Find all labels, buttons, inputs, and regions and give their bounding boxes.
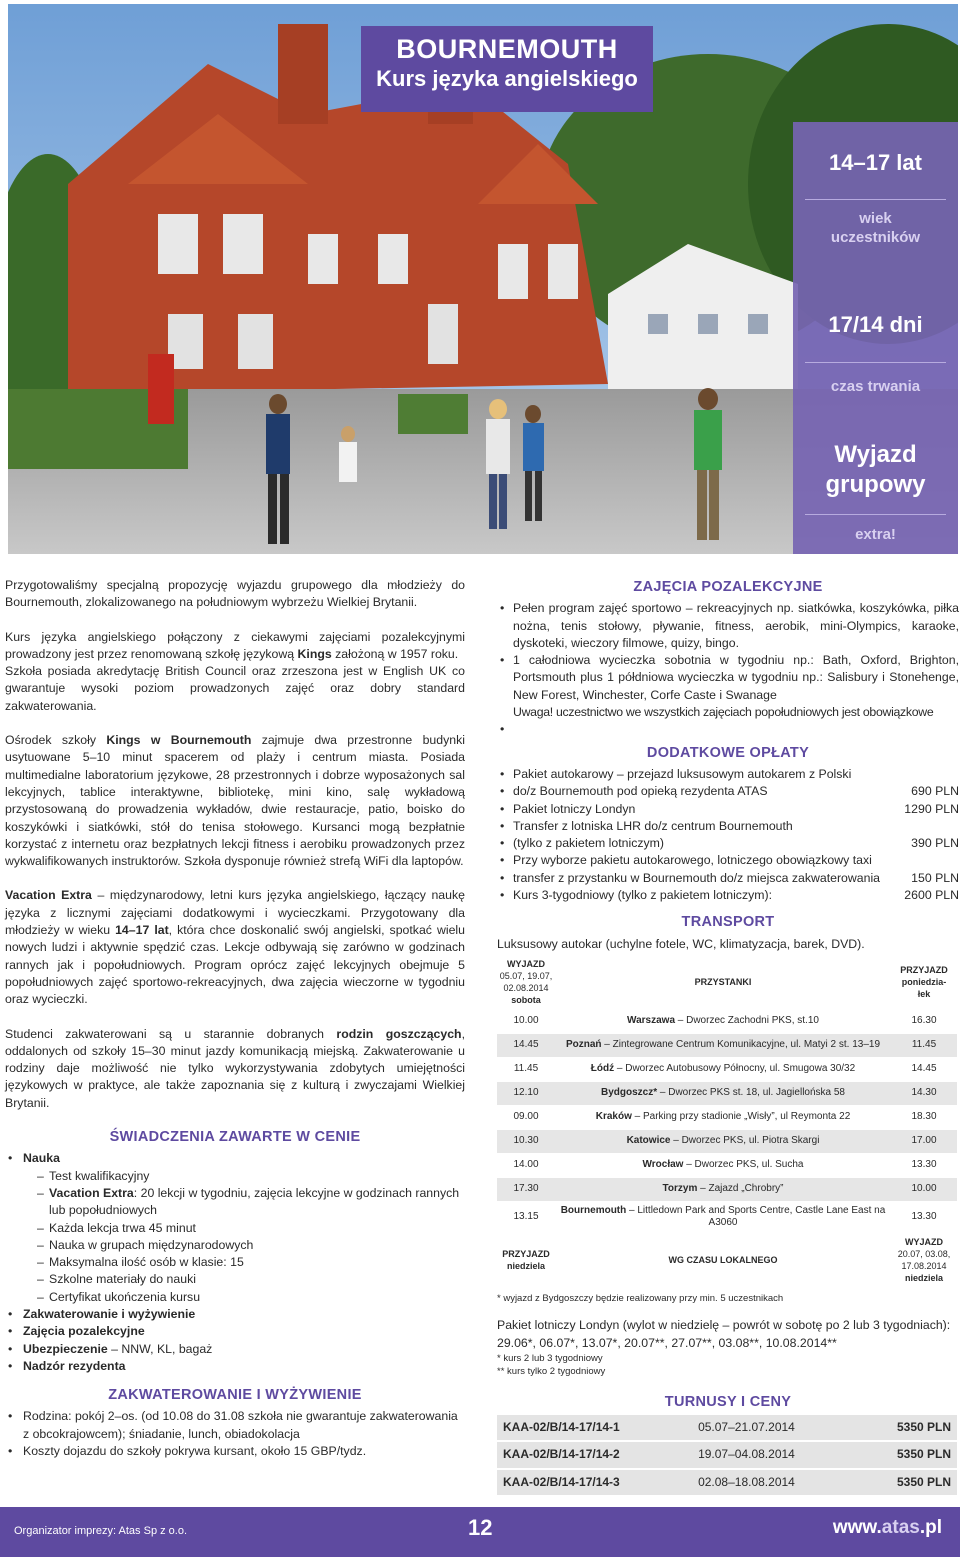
turn-code: KAA-02/B/14-17/14-1	[497, 1415, 692, 1441]
transport-intro: Luksusowy autokar (uchylne fotele, WC, klimatyzacja, barek, DVD).	[497, 936, 865, 951]
departure-time: 11.45	[497, 1057, 555, 1081]
fees-heading: DODATKOWE OPŁATY	[646, 744, 810, 761]
activities-heading: ZAJĘCIA POZALEKCYJNE	[633, 579, 823, 595]
list-item: • Rodzina: pokój 2–os. (od 10.08 do 31.08 szkoła nie gwarantuje zakwaterowania z obcokrajowcem); śniadanie, lunch, obiadokolacja	[5, 1408, 465, 1443]
departure-time: 13.15	[497, 1201, 555, 1232]
turns-heading: TURNUSY I CENY	[664, 1393, 792, 1410]
accommodation-list	[5, 1408, 465, 1460]
table-row	[497, 1105, 957, 1129]
activities-list	[497, 600, 959, 704]
group-trip-line-2: grupowy	[825, 471, 926, 498]
col-arrival: PRZYJAZD poniedzia- łek	[891, 955, 957, 1010]
air-package-dates: 29.06*, 06.07*, 13.07*, 20.07**, 27.07**, 03.08**, 10.08.2014**	[497, 1335, 837, 1350]
arrival-time: 18.30	[891, 1105, 957, 1129]
list-item: – Vacation Extra: 20 lekcji w tygodniu, zajęcia lekcyjne w godzinach rannych lub popołudniowych	[37, 1185, 465, 1220]
stop-location: Poznań – Zintegrowane Centrum Komunikacyjne, ul. Matyi 2 st. 13–19	[555, 1033, 891, 1057]
table-row	[497, 1469, 957, 1496]
transport-heading: TRANSPORT	[681, 914, 775, 931]
page-number: 12	[468, 1515, 493, 1540]
turn-dates: 19.07–04.08.2014	[692, 1441, 857, 1468]
page-subtitle: Kurs języka angielskiego	[376, 66, 638, 91]
turn-dates: 02.08–18.08.2014	[692, 1469, 857, 1496]
list-item: – Certyfikat ukończenia kursu	[37, 1289, 465, 1306]
list-item: – Każda lekcja trwa 45 minut	[37, 1220, 465, 1237]
list-item: – Test kwalifikacyjny	[37, 1168, 465, 1185]
turn-price: 5350 PLN	[857, 1469, 957, 1496]
list-item: • Kurs 3-tygodniowy (tylko z pakietem lotniczym): 2600 PLN	[497, 887, 959, 904]
extra-label: extra!	[855, 526, 896, 543]
age-value: 14–17 lat	[829, 150, 922, 175]
duration-value: 17/14 dni	[828, 312, 923, 337]
website-link[interactable]: www.atas.pl	[832, 1517, 942, 1538]
col-departure: WYJAZD 05.07, 19.07, 02.08.2014 sobota	[497, 955, 555, 1010]
turns-table	[497, 1415, 957, 1497]
return-cell: WYJAZD 20.07, 03.08, 17.08.2014 niedziela	[891, 1232, 957, 1287]
list-item-cont: • transfer z przystanku w Bournemouth do/z miejsca zakwaterowania 150 PLN	[497, 870, 959, 887]
turn-dates: 05.07–21.07.2014	[692, 1415, 857, 1441]
list-item: – Maksymalna ilość osób w klasie: 15	[37, 1254, 465, 1271]
list-item-cont: • (tylko z pakietem lotniczym) 390 PLN	[497, 835, 959, 852]
list-item-cont: • do/z Bournemouth pod opieką rezydenta ATAS 690 PLN	[497, 783, 959, 800]
arrival-time: 14.45	[891, 1057, 957, 1081]
stop-location: Torzym – Zajazd „Chrobry”	[555, 1177, 891, 1201]
page-title: BOURNEMOUTH	[396, 34, 618, 64]
table-row	[497, 1009, 957, 1033]
arrival-time: 13.30	[891, 1201, 957, 1232]
title-box	[361, 26, 653, 112]
benefits-list	[5, 1150, 465, 1375]
course-paragraph: Kurs języka angielskiego połączony z ciekawymi zajęciami pozalekcyjnymi prowadzony jest przez renomowaną szkołę językową Kings założoną w 1957 roku.	[5, 629, 465, 661]
list-item: • Zajęcia pozalekcyjne	[5, 1323, 465, 1340]
duration-label: czas trwania	[830, 378, 921, 395]
group-trip-line-1: Wyjazd	[834, 441, 917, 468]
school-paragraph: Ośrodek szkoły Kings w Bournemouth zajmuje dwa przestronne budynki usytuowane 5–10 minut spacerem od plaży i centrum miasta. Posiada multimedialne laboratorium językowe, 28 przestronnych i dobrze wyposażonych sal lekcyjnych, tablice interaktywne, bibliotekę, mini kino, salę wykładową przystosowaną do prowadzenia wykładów, dwie restauracje, patio, boisko do koszykówki i siatkówki, stół do tenisa stołowego. Kursanci mogą bezpłatnie korzystać z internetu oraz bezpłatnych lekcji fitness i aerobiku prowadzonych przez wykwalifikowanych instruktorów. Szkoła dysponuje również strefą WiFi dla laptopów.	[5, 733, 465, 869]
stops-body	[497, 1009, 957, 1232]
left-column	[5, 577, 465, 1460]
arrival-time: 14.30	[891, 1081, 957, 1105]
turn-price: 5350 PLN	[857, 1415, 957, 1441]
turn-code: KAA-02/B/14-17/14-2	[497, 1441, 692, 1468]
footer	[0, 1507, 960, 1557]
table-row	[497, 1129, 957, 1153]
list-item: • Koszty dojazdu do szkoły pokrywa kursant, około 15 GBP/tydz.	[5, 1443, 465, 1460]
table-row	[497, 1232, 957, 1287]
divider	[805, 362, 946, 363]
turn-code: KAA-02/B/14-17/14-3	[497, 1469, 692, 1496]
fees-list	[497, 766, 959, 904]
nauka-sublist	[23, 1168, 465, 1306]
table-row	[497, 1441, 957, 1468]
benefits-heading: ŚWIADCZENIA ZAWARTE W CENIE	[109, 1129, 361, 1146]
departure-time: 14.00	[497, 1153, 555, 1177]
arrival-time: 17.00	[891, 1129, 957, 1153]
table-row	[497, 1033, 957, 1057]
departure-time: 12.10	[497, 1081, 555, 1105]
list-item: • Pakiet autokarowy – przejazd luksusowym autokarem z Polski	[497, 766, 959, 783]
list-item	[497, 721, 959, 738]
list-item: – Szkolne materiały do nauki	[37, 1271, 465, 1288]
list-item: • Pakiet lotniczy Londyn 1290 PLN	[497, 801, 959, 818]
arrival-cell: PRZYJAZD niedziela	[497, 1232, 555, 1287]
list-item: • Nauka – Test kwalifikacyjny – Vacation Extra: 20 lekcji w tygodniu, zajęcia lekcyjne w godzinach rannych lub popołudniowych – Każda lekcja trwa 45 minut – Nauka w grupach międzynarodowych – Maksymalna ilość osób w klasie: 15 – Szkolne materiały do nauki – Certyfikat ukończenia kursu	[5, 1150, 465, 1306]
empty-bullet	[497, 721, 959, 738]
air-note-2: ** kurs tylko 2 tygodniowy	[497, 1365, 606, 1377]
table-row	[497, 1177, 957, 1201]
departure-time: 09.00	[497, 1105, 555, 1129]
table-row	[497, 1153, 957, 1177]
table-note: * wyjazd z Bydgoszczy będzie realizowany przy min. 5 uczestnikach	[497, 1292, 784, 1304]
air-package-text: Pakiet lotniczy Londyn (wylot w niedzielę – powrót w sobotę po 2 lub 3 tygodniach):	[497, 1318, 951, 1333]
stop-location: Wrocław – Dworzec PKS, ul. Sucha	[555, 1153, 891, 1177]
list-item: • Pełen program zajęć sportowo – rekreacyjnych np. siatkówka, koszykówka, piłka nożna, tenis stołowy, pływanie, fitness, aerobik, mini-Olympics, karaoke, dyskoteki, wieczory filmowe, quizy, bingo.	[497, 600, 959, 652]
arrival-time: 10.00	[891, 1177, 957, 1201]
stop-location: Bydgoszcz* – Dworzec PKS st. 18, ul. Jagiellońska 58	[555, 1081, 891, 1105]
table-row	[497, 1201, 957, 1232]
list-item: • 1 całodniowa wycieczka sobotnia w tygodniu np.: Bath, Oxford, Brighton, Portsmouth plus 1 półdniowa wycieczka w tygodniu np.: Salisbury i Stonehenge, New Forest, Winchester, Corfe Caste i Swanage	[497, 652, 959, 704]
info-panel	[793, 122, 958, 554]
stop-location: Łódź – Dworzec Autobusowy Północny, ul. Smugowa 30/32	[555, 1057, 891, 1081]
arrival-time: 13.30	[891, 1153, 957, 1177]
right-column	[497, 577, 959, 1497]
activities-note: Uwaga! uczestnictwo we wszystkich zajęciach popołudniowych jest obowiązkowe	[513, 705, 934, 720]
stop-location: Kraków – Parking przy stadionie „Wisły”, ul Reymonta 22	[555, 1105, 891, 1129]
col-stops: PRZYSTANKI	[555, 955, 891, 1010]
table-row	[497, 1057, 957, 1081]
arrival-time: 11.45	[891, 1033, 957, 1057]
divider	[805, 514, 946, 515]
list-item: – Nauka w grupach międzynarodowych	[37, 1237, 465, 1254]
list-item: • Transfer z lotniska LHR do/z centrum Bournemouth	[497, 818, 959, 835]
intro-paragraph: Przygotowaliśmy specjalną propozycję wyjazdu grupowego dla młodzieży do Bournemouth, zlokalizowanego na południowym wybrzeżu Wielkiej Brytanii.	[5, 578, 465, 610]
local-time-cell: WG CZASU LOKALNEGO	[555, 1232, 891, 1287]
accreditation-paragraph: Szkoła posiada akredytację British Council oraz zrzeszona jest w English UK co gwarantuje wysoki poziom prowadzonych zajęć oraz dobry standard zakwaterowania.	[5, 664, 465, 713]
departure-time: 14.45	[497, 1033, 555, 1057]
organizer-text: Organizator imprezy: Atas Sp z o.o.	[14, 1525, 188, 1537]
age-label-2: uczestników	[830, 229, 921, 246]
departure-time: 17.30	[497, 1177, 555, 1201]
departure-time: 10.00	[497, 1009, 555, 1033]
table-row	[497, 1415, 957, 1441]
list-item: • Nadzór rezydenta	[5, 1358, 465, 1375]
list-item: • Przy wyborze pakietu autokarowego, lotniczego obowiązkowy taxi	[497, 852, 959, 869]
hero-banner	[8, 4, 958, 554]
stop-location: Katowice – Dworzec PKS, ul. Piotra Skargi	[555, 1129, 891, 1153]
host-family-paragraph: Studenci zakwaterowani są u starannie dobranych rodzin goszczących, oddalonych od szkoły 15–30 minut jazdy komunikacją miejską. Zakwaterowanie u rodziny daje możliwość nie tylko wykorzystywania zdobytych umiejętności językowych w praktyce, ale także zapoznania się z kulturą i zwyczajami Wielkiej Brytanii.	[5, 1026, 465, 1110]
air-note-1: * kurs 2 lub 3 tygodniowy	[497, 1352, 603, 1364]
table-row	[497, 1081, 957, 1105]
transport-table	[497, 955, 957, 1288]
list-item: • Zakwaterowanie i wyżywienie	[5, 1306, 465, 1323]
vacation-extra-paragraph: Vacation Extra – międzynarodowy, letni kurs języka angielskiego, łączący naukę języka z licznymi zajęciami dodatkowymi i wycieczkami. Przygotowany dla młodzieży w wieku 14–17 lat, która chce doskonalić swój angielski, spotkać wielu nowych ludzi i aktywnie spędzić czas. Lekcje odbywają się zarówno w godzinach rannych jak i popołudniowych. Program oprócz zajęć lekcyjnych obejmuje 5 popołudniowych zajęć sportowo-rekreacyjnych, dwa zajęcia wieczorne w tygodniu oraz wycieczki.	[5, 888, 465, 1007]
departure-time: 10.30	[497, 1129, 555, 1153]
age-label-1: wiek	[859, 210, 892, 227]
table-header-row	[497, 955, 957, 1010]
divider	[805, 199, 946, 200]
arrival-time: 16.30	[891, 1009, 957, 1033]
stop-location: Bournemouth – Littledown Park and Sports Centre, Castle Lane East na A3060	[555, 1201, 891, 1232]
accommodation-heading: ZAKWATEROWANIE I WYŻYWIENIE	[108, 1387, 362, 1404]
stop-location: Warszawa – Dworzec Zachodni PKS, st.10	[555, 1009, 891, 1033]
list-item: • Ubezpieczenie – NNW, KL, bagaż	[5, 1341, 465, 1358]
turn-price: 5350 PLN	[857, 1441, 957, 1468]
